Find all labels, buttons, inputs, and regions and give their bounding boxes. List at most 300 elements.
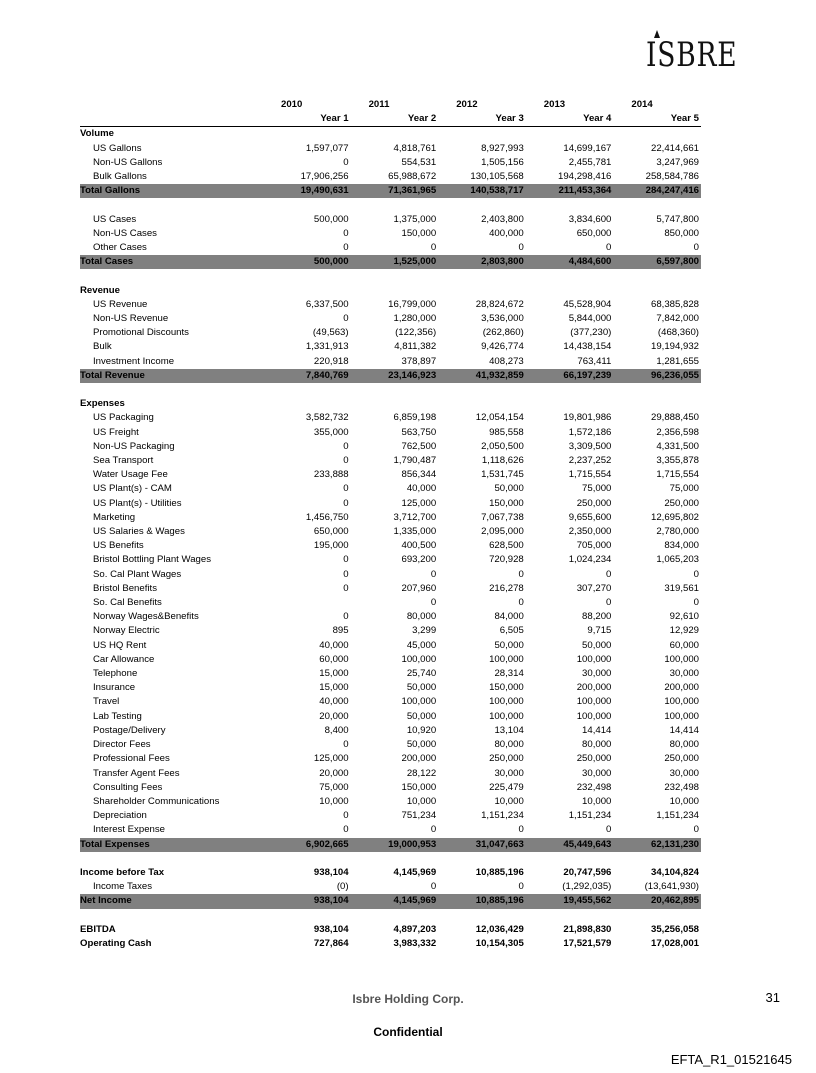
value-cell: 19,490,631 <box>263 184 351 198</box>
year-cell: 2011 <box>368 99 390 110</box>
value-cell: 250,000 <box>489 753 524 765</box>
value-cell: 0 <box>518 242 524 254</box>
total-row <box>80 838 701 852</box>
value-cell: 834,000 <box>664 540 699 552</box>
value-cell: 2,803,800 <box>438 255 526 269</box>
spacer-row <box>80 852 701 866</box>
value-cell: 15,000 <box>319 668 349 680</box>
value-cell: 100,000 <box>401 696 437 708</box>
value-cell: 650,000 <box>576 227 612 239</box>
row-label: Bulk <box>93 341 112 353</box>
row-label: Total Cases <box>80 255 263 269</box>
value-cell: 938,104 <box>263 894 351 908</box>
table-row <box>80 681 701 695</box>
year-label-cell: Year 3 <box>438 112 526 127</box>
value-cell: 1,525,000 <box>351 255 439 269</box>
value-cell: 22,414,661 <box>650 142 699 154</box>
value-cell: 75,000 <box>582 483 612 495</box>
row-label: Non-US Gallons <box>93 156 163 168</box>
value-cell: 10,000 <box>406 795 437 807</box>
value-cell: 125,000 <box>313 753 349 765</box>
value-cell: 1,597,077 <box>305 142 349 154</box>
row-label: Total Expenses <box>80 838 263 852</box>
value-cell: 2,350,000 <box>568 526 612 538</box>
table-row <box>80 227 701 241</box>
value-cell: 0 <box>343 497 349 509</box>
value-cell: 0 <box>430 881 437 893</box>
value-cell: 75,000 <box>669 483 699 495</box>
row-label: Insurance <box>93 682 136 694</box>
value-cell: 0 <box>343 810 349 822</box>
value-cell: 650,000 <box>313 526 349 538</box>
value-cell: 150,000 <box>489 497 524 509</box>
value-cell: 0 <box>430 597 437 609</box>
value-cell: 8,927,993 <box>481 142 524 154</box>
value-cell: 0 <box>606 242 612 254</box>
value-cell: 200,000 <box>401 753 437 765</box>
value-cell: 763,411 <box>577 355 612 367</box>
row-label: So. Cal Benefits <box>93 597 162 609</box>
value-cell: 4,811,382 <box>394 341 437 353</box>
logo-text: ISBRE <box>646 35 738 75</box>
value-cell: 100,000 <box>489 710 524 722</box>
value-cell: 3,309,500 <box>568 440 612 452</box>
table-row <box>80 440 701 454</box>
row-label: Non-US Packaging <box>93 440 175 452</box>
value-cell: 10,885,196 <box>438 894 526 908</box>
document-id: EFTA_R1_01521645 <box>670 1052 792 1067</box>
row-label: Interest Expense <box>93 824 165 836</box>
year-label-cell: Year 5 <box>613 112 701 127</box>
footer-company: Isbre Holding Corp. <box>352 992 464 1006</box>
value-cell: 200,000 <box>576 682 612 694</box>
row-label: Postage/Delivery <box>93 724 166 736</box>
row-label: Norway Wages&Benefits <box>93 611 199 623</box>
value-cell: 0 <box>606 568 612 580</box>
table-body <box>80 98 701 951</box>
table-row <box>80 752 701 766</box>
value-cell: 250,000 <box>664 753 699 765</box>
table-row <box>80 781 701 795</box>
value-cell: 8,400 <box>324 724 349 736</box>
table-row <box>80 823 701 837</box>
value-cell: 20,000 <box>319 710 349 722</box>
value-cell: 100,000 <box>664 696 699 708</box>
value-cell: 150,000 <box>401 781 437 793</box>
row-label: Transfer Agent Fees <box>93 767 180 779</box>
value-cell: 28,122 <box>406 767 437 779</box>
value-cell: 2,780,000 <box>656 526 699 538</box>
value-cell: 10,154,305 <box>475 937 524 949</box>
value-cell: 35,256,058 <box>650 923 699 935</box>
value-cell: 150,000 <box>489 682 524 694</box>
row-label: US Cases <box>93 213 137 225</box>
table-row <box>80 312 701 326</box>
row-label: US Gallons <box>93 142 142 154</box>
row-label: EBITDA <box>80 923 116 935</box>
table-row <box>80 482 701 496</box>
value-cell: 705,000 <box>576 540 612 552</box>
value-cell: (49,563) <box>312 327 349 339</box>
row-label: US Packaging <box>93 412 154 424</box>
year-label-spacer <box>80 112 263 127</box>
value-cell: 12,054,154 <box>475 412 524 424</box>
value-cell: 10,000 <box>582 795 612 807</box>
table-row <box>80 667 701 681</box>
row-label: Shareholder Communications <box>93 795 220 807</box>
value-cell: 23,146,923 <box>351 369 439 383</box>
table-row <box>80 511 701 525</box>
value-cell: 1,505,156 <box>481 156 524 168</box>
value-cell: 40,000 <box>319 696 349 708</box>
row-label: US Plant(s) - Utilities <box>93 497 182 509</box>
value-cell: 75,000 <box>319 781 349 793</box>
value-cell: 1,280,000 <box>393 313 437 325</box>
year-row <box>80 98 701 112</box>
table-row <box>80 809 701 823</box>
value-cell: 13,104 <box>494 724 524 736</box>
value-cell: 100,000 <box>401 653 437 665</box>
value-cell: 1,375,000 <box>393 213 437 225</box>
row-label: Consulting Fees <box>93 781 163 793</box>
value-cell: 2,237,252 <box>568 455 612 467</box>
row-label: Water Usage Fee <box>93 469 168 481</box>
value-cell: 4,145,969 <box>351 894 439 908</box>
row-label: US Salaries & Wages <box>93 526 185 538</box>
value-cell: 0 <box>693 597 699 609</box>
value-cell: 14,414 <box>669 724 699 736</box>
row-label: Bristol Bottling Plant Wages <box>93 554 212 566</box>
value-cell: 0 <box>343 554 349 566</box>
value-cell: 20,462,895 <box>613 894 701 908</box>
value-cell: 100,000 <box>489 696 524 708</box>
value-cell: 34,104,824 <box>650 866 699 878</box>
value-cell: 1,331,913 <box>305 341 349 353</box>
value-cell: 6,859,198 <box>393 412 437 424</box>
row-label: Promotional Discounts <box>93 327 189 339</box>
value-cell: 9,655,600 <box>568 511 612 523</box>
value-cell: 3,536,000 <box>481 313 524 325</box>
value-cell: 12,695,802 <box>650 511 699 523</box>
table-row <box>80 468 701 482</box>
value-cell: 985,558 <box>489 426 524 438</box>
value-cell: 232,498 <box>664 781 699 793</box>
table-row <box>80 298 701 312</box>
table-row <box>80 710 701 724</box>
value-cell: 100,000 <box>576 696 612 708</box>
value-cell: 3,834,600 <box>568 213 612 225</box>
table-row <box>80 639 701 653</box>
value-cell: 6,505 <box>499 625 524 637</box>
value-cell: 0 <box>343 611 349 623</box>
row-label: Investment Income <box>93 355 175 367</box>
value-cell: 938,104 <box>313 923 349 935</box>
value-cell: 28,314 <box>494 668 524 680</box>
value-cell: 307,270 <box>576 582 612 594</box>
value-cell: 856,344 <box>401 469 437 481</box>
value-cell: (0) <box>336 881 349 893</box>
value-cell: 41,932,859 <box>438 369 526 383</box>
value-cell: 1,151,234 <box>481 810 524 822</box>
value-cell: 50,000 <box>494 483 524 495</box>
table-row <box>80 724 701 738</box>
value-cell: 130,105,568 <box>470 171 524 183</box>
value-cell: 563,750 <box>401 426 437 438</box>
section-header-row <box>80 127 701 142</box>
value-cell: 1,456,750 <box>305 511 349 523</box>
value-cell: 7,842,000 <box>656 313 699 325</box>
value-cell: 30,000 <box>669 767 699 779</box>
value-cell: 850,000 <box>664 227 699 239</box>
value-cell: 232,498 <box>576 781 612 793</box>
year-cell: 2014 <box>631 99 653 110</box>
row-label: Income Taxes <box>93 881 153 893</box>
value-cell: 19,801,986 <box>563 412 612 424</box>
value-cell: 150,000 <box>401 227 437 239</box>
row-label: US Freight <box>93 426 139 438</box>
value-cell: 751,234 <box>401 810 437 822</box>
value-cell: 68,385,828 <box>650 298 699 310</box>
value-cell: 50,000 <box>406 739 437 751</box>
value-cell: 14,699,167 <box>563 142 612 154</box>
value-cell: 10,000 <box>494 795 524 807</box>
value-cell: (122,356) <box>395 327 437 339</box>
value-cell: 100,000 <box>664 710 699 722</box>
value-cell: 1,024,234 <box>568 554 612 566</box>
spacer-row <box>80 198 701 212</box>
value-cell: 6,597,800 <box>613 255 701 269</box>
value-cell: 50,000 <box>582 639 612 651</box>
value-cell: 1,715,554 <box>568 469 612 481</box>
value-cell: 194,298,416 <box>558 171 612 183</box>
row-label: Director Fees <box>93 739 151 751</box>
value-cell: 0 <box>343 582 349 594</box>
year-label-cell: Year 2 <box>351 112 439 127</box>
value-cell: 10,920 <box>406 724 437 736</box>
value-cell: 0 <box>343 227 349 239</box>
table-row <box>80 525 701 539</box>
value-cell: 0 <box>343 739 349 751</box>
table-row <box>80 497 701 511</box>
total-row <box>80 255 701 269</box>
value-cell: 62,131,230 <box>613 838 701 852</box>
value-cell: 140,538,717 <box>438 184 526 198</box>
value-cell: 45,000 <box>406 639 437 651</box>
table-row <box>80 695 701 709</box>
table-row <box>80 340 701 354</box>
ebitda-row <box>80 923 701 937</box>
value-cell: 500,000 <box>313 213 349 225</box>
value-cell: 88,200 <box>582 611 612 623</box>
value-cell: 1,531,745 <box>481 469 524 481</box>
value-cell: 3,355,878 <box>656 455 699 467</box>
value-cell: 628,500 <box>489 540 524 552</box>
value-cell: 0 <box>343 568 349 580</box>
table-row <box>80 156 701 170</box>
value-cell: 195,000 <box>313 540 349 552</box>
income-taxes-row <box>80 880 701 894</box>
value-cell: 29,888,450 <box>650 412 699 424</box>
year-label-row <box>80 112 701 127</box>
table-row <box>80 610 701 624</box>
table-row <box>80 653 701 667</box>
value-cell: 30,000 <box>582 767 612 779</box>
value-cell: 0 <box>518 568 524 580</box>
value-cell: 125,000 <box>401 497 437 509</box>
value-cell: 17,906,256 <box>300 171 349 183</box>
value-cell: 0 <box>693 568 699 580</box>
value-cell: 720,928 <box>489 554 524 566</box>
value-cell: 0 <box>343 156 349 168</box>
row-label: Lab Testing <box>93 710 142 722</box>
value-cell: 65,988,672 <box>388 171 437 183</box>
row-label: Telephone <box>93 668 138 680</box>
year-cell: 2012 <box>456 99 478 110</box>
value-cell: 1,572,186 <box>568 426 612 438</box>
value-cell: 71,361,965 <box>351 184 439 198</box>
row-label: Non-US Cases <box>93 227 157 239</box>
value-cell: 400,500 <box>401 540 437 552</box>
row-label: Travel <box>93 696 120 708</box>
value-cell: 60,000 <box>319 653 349 665</box>
value-cell: 211,453,364 <box>526 184 614 198</box>
value-cell: 0 <box>430 242 437 254</box>
value-cell: 50,000 <box>494 639 524 651</box>
value-cell: 0 <box>343 242 349 254</box>
value-cell: 0 <box>430 568 437 580</box>
value-cell: 7,840,769 <box>263 369 351 383</box>
value-cell: 31,047,663 <box>438 838 526 852</box>
row-label: Professional Fees <box>93 753 170 765</box>
row-label: US Revenue <box>93 298 148 310</box>
spacer-cell <box>80 198 701 212</box>
value-cell: 40,000 <box>406 483 437 495</box>
value-cell: 50,000 <box>406 710 437 722</box>
value-cell: 96,236,055 <box>613 369 701 383</box>
value-cell: 355,000 <box>313 426 349 438</box>
table-row <box>80 355 701 369</box>
year-label-cell: Year 1 <box>263 112 351 127</box>
value-cell: 25,740 <box>406 668 437 680</box>
value-cell: 0 <box>518 881 524 893</box>
section-title: Volume <box>80 128 114 140</box>
value-cell: 3,712,700 <box>393 511 437 523</box>
value-cell: 19,000,953 <box>351 838 439 852</box>
table-row <box>80 454 701 468</box>
value-cell: 0 <box>343 483 349 495</box>
value-cell: (1,292,035) <box>562 881 612 893</box>
value-cell: 200,000 <box>664 682 699 694</box>
value-cell: (377,230) <box>570 327 612 339</box>
row-label: Marketing <box>93 511 136 523</box>
value-cell: 554,531 <box>401 156 437 168</box>
value-cell: 693,200 <box>401 554 437 566</box>
value-cell: 378,897 <box>401 355 437 367</box>
value-cell: 84,000 <box>494 611 524 623</box>
value-cell: 10,885,196 <box>475 866 524 878</box>
value-cell: 2,095,000 <box>481 526 524 538</box>
table-row <box>80 553 701 567</box>
row-label: Car Allowance <box>93 653 155 665</box>
value-cell: 15,000 <box>319 682 349 694</box>
value-cell: 80,000 <box>406 611 437 623</box>
value-cell: 400,000 <box>489 227 524 239</box>
value-cell: 2,455,781 <box>568 156 612 168</box>
value-cell: 1,715,554 <box>656 469 699 481</box>
value-cell: 1,335,000 <box>393 526 437 538</box>
value-cell: 895 <box>332 625 349 637</box>
value-cell: 21,898,830 <box>563 923 612 935</box>
row-label: Sea Transport <box>93 455 154 467</box>
value-cell: 3,247,969 <box>656 156 699 168</box>
value-cell: (13,641,930) <box>644 881 699 893</box>
value-cell: 250,000 <box>664 497 699 509</box>
value-cell: 10,000 <box>319 795 349 807</box>
value-cell: 30,000 <box>494 767 524 779</box>
table-row <box>80 241 701 255</box>
value-cell: 4,484,600 <box>526 255 614 269</box>
year-label-cell: Year 4 <box>526 112 614 127</box>
value-cell: 1,151,234 <box>568 810 612 822</box>
value-cell: 92,610 <box>669 611 699 623</box>
value-cell: 727,864 <box>313 937 349 949</box>
section-header-row <box>80 284 701 298</box>
value-cell: 20,747,596 <box>563 866 612 878</box>
table-row <box>80 411 701 425</box>
value-cell: 80,000 <box>582 739 612 751</box>
value-cell: 9,426,774 <box>481 341 524 353</box>
row-label: Depreciation <box>93 810 147 822</box>
value-cell: 7,067,738 <box>481 511 524 523</box>
table-row <box>80 142 701 156</box>
row-label: Total Gallons <box>80 184 263 198</box>
value-cell: 500,000 <box>263 255 351 269</box>
value-cell: 20,000 <box>319 767 349 779</box>
table-row <box>80 568 701 582</box>
table-row <box>80 596 701 610</box>
table-row <box>80 326 701 340</box>
value-cell: 14,414 <box>582 724 612 736</box>
row-label: Total Revenue <box>80 369 263 383</box>
confidential-label: Confidential <box>373 1025 443 1039</box>
value-cell: 50,000 <box>406 682 437 694</box>
value-cell: 100,000 <box>576 653 612 665</box>
value-cell: 0 <box>518 597 524 609</box>
value-cell: 10,000 <box>669 795 699 807</box>
value-cell: 17,028,001 <box>650 937 699 949</box>
net-income-row <box>80 894 701 908</box>
section-header-row <box>80 397 701 411</box>
row-label: Operating Cash <box>80 937 152 949</box>
value-cell: 216,278 <box>489 582 524 594</box>
page-number: 31 <box>765 990 780 1005</box>
row-label: Other Cases <box>93 242 147 254</box>
value-cell: 0 <box>343 440 349 452</box>
value-cell: 250,000 <box>576 497 612 509</box>
value-cell: 762,500 <box>401 440 437 452</box>
row-label: Non-US Revenue <box>93 313 169 325</box>
year-cell: 2010 <box>281 99 303 110</box>
operating-cash-row <box>80 937 701 951</box>
table-row <box>80 170 701 184</box>
value-cell: 1,118,626 <box>481 455 524 467</box>
row-label: Bulk Gallons <box>93 171 147 183</box>
value-cell: 5,747,800 <box>656 213 699 225</box>
value-cell: 80,000 <box>494 739 524 751</box>
value-cell: 1,065,203 <box>656 554 699 566</box>
row-label: Norway Electric <box>93 625 160 637</box>
year-cell: 2013 <box>543 99 566 110</box>
